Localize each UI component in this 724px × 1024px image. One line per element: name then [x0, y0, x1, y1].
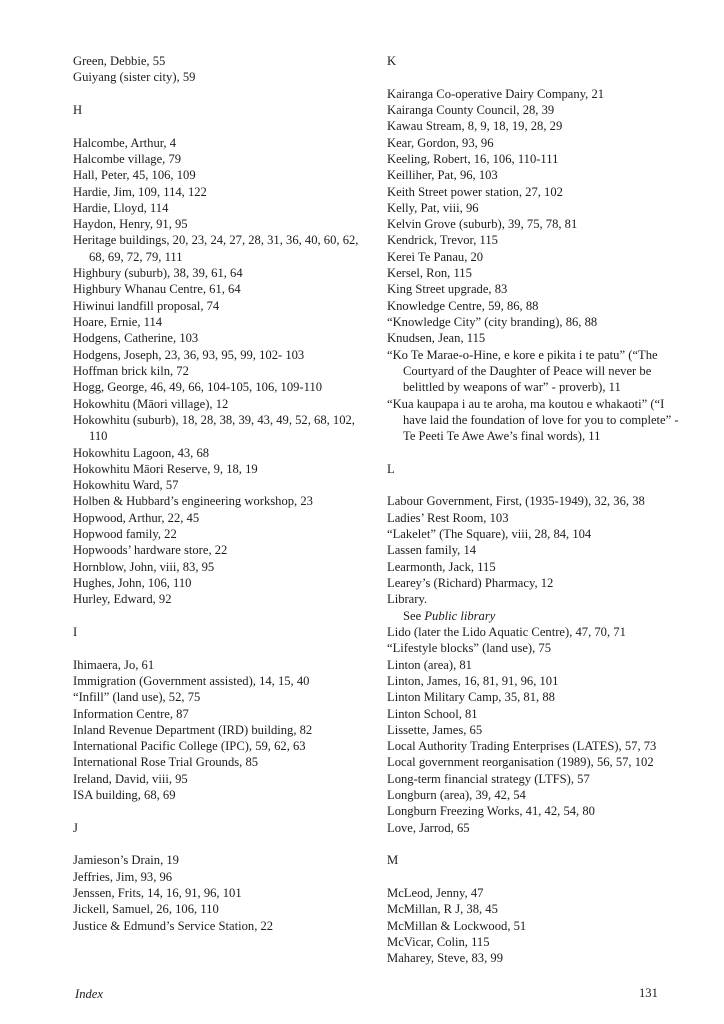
- index-section-g: [73, 53, 373, 86]
- index-entry: Local Authority Trading Enterprises (LATES), 57, 73: [387, 739, 657, 754]
- see-prefix: See: [403, 608, 425, 623]
- index-entry: Keilliher, Pat, 96, 103: [387, 168, 498, 183]
- index-entry: Lissette, James, 65: [387, 722, 483, 737]
- index-entry: Kelvin Grove (suburb), 39, 75, 78, 81: [387, 217, 578, 232]
- index-entry: Linton, James, 16, 81, 91, 96, 101: [387, 673, 559, 688]
- section-letter: M: [387, 853, 399, 868]
- index-entry: International Rose Trial Grounds, 85: [73, 755, 259, 770]
- index-entry: Kawau Stream, 8, 9, 18, 19, 28, 29: [387, 119, 563, 134]
- index-entry: Knudsen, Jean, 115: [387, 331, 486, 346]
- index-entry: Longburn Freezing Works, 41, 42, 54, 80: [387, 804, 595, 819]
- index-entry: Hopwoods’ hardware store, 22: [73, 543, 228, 558]
- index-section-j: [73, 820, 373, 934]
- index-entry: Library.: [387, 592, 428, 607]
- index-entry: McMillan & Lockwood, 51: [387, 918, 527, 933]
- index-entry: Hokowhitu Ward, 57: [73, 478, 179, 493]
- index-entry: Lido (later the Lido Aquatic Centre), 47, 70, 71: [387, 624, 626, 639]
- index-entry: Hardie, Lloyd, 114: [73, 200, 169, 215]
- index-entry: Haydon, Henry, 91, 95: [73, 217, 188, 232]
- section-letter: I: [73, 624, 78, 639]
- index-entry: Linton School, 81: [387, 706, 478, 721]
- index-entry: Jamieson’s Drain, 19: [73, 853, 179, 868]
- index-entry: Learmonth, Jack, 115: [387, 559, 496, 574]
- index-entry-proverb: “Ko Te Marae-o-Hine, e kore e pikita i te patu” (“The Courtyard of the Daughter of Peace will never be belittled by weapons of war” - proverb), 11: [387, 347, 658, 395]
- index-entry: Knowledge Centre, 59, 86, 88: [387, 298, 539, 313]
- index-section-l: [387, 461, 687, 836]
- index-entry: “Lakelet” (The Square), viii, 28, 84, 104: [387, 527, 592, 542]
- index-entry: Hoffman brick kiln, 72: [73, 363, 189, 378]
- section-letter: H: [73, 102, 83, 117]
- index-entry: McLeod, Jenny, 47: [387, 885, 484, 900]
- running-footer-title: Index: [75, 987, 103, 1001]
- index-entry: Hokowhitu (Māori village), 12: [73, 396, 229, 411]
- index-entry: Long-term financial strategy (LTFS), 57: [387, 771, 590, 786]
- index-entry: Hornblow, John, viii, 83, 95: [73, 559, 215, 574]
- index-entry: Local government reorganisation (1989), 56, 57, 102: [387, 755, 654, 770]
- section-letter: L: [387, 461, 395, 476]
- index-entry: Immigration (Government assisted), 14, 15, 40: [73, 673, 310, 688]
- index-entry: Jenssen, Frits, 14, 16, 91, 96, 101: [73, 885, 242, 900]
- index-entry: King Street upgrade, 83: [387, 282, 508, 297]
- index-entry: Love, Jarrod, 65: [387, 820, 470, 835]
- index-entry: Jickell, Samuel, 26, 106, 110: [73, 902, 219, 917]
- index-entry: Highbury Whanau Centre, 61, 64: [73, 282, 241, 297]
- index-entry: Heritage buildings, 20, 23, 24, 27, 28, 31, 36, 40, 60, 62, 68, 69, 72, 79, 111: [73, 233, 359, 264]
- index-entry: Hughes, John, 106, 110: [73, 576, 192, 590]
- index-entry: Ireland, David, viii, 95: [73, 771, 188, 786]
- index-section-i: [73, 624, 373, 803]
- section-letter: J: [73, 820, 78, 835]
- index-entry: Kairanga County Council, 28, 39: [387, 102, 555, 117]
- index-entry: Kersel, Ron, 115: [387, 266, 472, 281]
- index-entry: McMillan, R J, 38, 45: [387, 902, 498, 917]
- index-entry: Ihimaera, Jo, 61: [73, 657, 155, 672]
- index-entry: Kairanga Co-operative Dairy Company, 21: [387, 86, 605, 101]
- index-entry: Hardie, Jim, 109, 114, 122: [73, 184, 207, 199]
- index-entry: Halcombe village, 79: [73, 151, 182, 166]
- index-entry: International Pacific College (IPC), 59, 62, 63: [73, 739, 306, 754]
- index-entry: Kendrick, Trevor, 115: [387, 233, 498, 248]
- index-entry: Jeffries, Jim, 93, 96: [73, 869, 173, 884]
- index-entry: “Knowledge City” (city branding), 86, 88: [387, 315, 598, 329]
- index-entry: Kear, Gordon, 93, 96: [387, 135, 494, 150]
- index-entry: Lassen family, 14: [387, 543, 477, 558]
- index-entry: Green, Debbie, 55: [73, 54, 166, 68]
- index-entry: Hokowhitu Lagoon, 43, 68: [73, 445, 210, 460]
- index-entry: Hiwinui landfill proposal, 74: [73, 298, 220, 313]
- index-entry: Linton (area), 81: [387, 657, 472, 672]
- index-entry: Highbury (suburb), 38, 39, 61, 64: [73, 266, 243, 281]
- index-entry: Kerei Te Panau, 20: [387, 249, 484, 264]
- index-entry: Guiyang (sister city), 59: [73, 70, 196, 85]
- index-entry: Hopwood family, 22: [73, 527, 177, 542]
- index-entry: Hall, Peter, 45, 106, 109: [73, 168, 196, 183]
- index-entry: Inland Revenue Department (IRD) building, 82: [73, 722, 313, 737]
- index-entry: Justice & Edmund’s Service Station, 22: [73, 918, 274, 933]
- index-entry: Hurley, Edward, 92: [73, 592, 172, 607]
- index-entry: Labour Government, First, (1935-1949), 32, 36, 38: [387, 494, 645, 509]
- index-entry: Hogg, George, 46, 49, 66, 104-105, 106, 109-110: [73, 380, 323, 395]
- index-entry: Longburn (area), 39, 42, 54: [387, 788, 526, 803]
- index-entry: “Lifestyle blocks” (land use), 75: [387, 641, 552, 656]
- see-reference: [387, 608, 687, 624]
- index-entry: Ladies’ Rest Room, 103: [387, 510, 509, 525]
- see-target: Public library: [424, 608, 496, 623]
- index-entry: Hokowhitu Māori Reserve, 9, 18, 19: [73, 461, 258, 476]
- index-entry-final-words: “Kua kaupapa i au te aroha, ma koutou e whakaoti” (“I have laid the foundation of love for you to complete” - Te Peeti Te Awe Awe’s final words), 11: [387, 396, 679, 444]
- index-entry: Hodgens, Catherine, 103: [73, 331, 199, 346]
- index-entry: Linton Military Camp, 35, 81, 88: [387, 690, 555, 705]
- index-entry: “Infill” (land use), 52, 75: [73, 690, 201, 705]
- index-section-h: [73, 102, 373, 608]
- index-entry: Hopwood, Arthur, 22, 45: [73, 510, 200, 525]
- index-entry: ISA building, 68, 69: [73, 788, 176, 803]
- index-entry: Hoare, Ernie, 114: [73, 315, 163, 329]
- index-entry: Kelly, Pat, viii, 96: [387, 200, 479, 215]
- index-section-k: [387, 53, 687, 445]
- index-entry: Information Centre, 87: [73, 706, 189, 721]
- page-number: 131: [639, 986, 658, 1000]
- index-column-right: [387, 53, 687, 967]
- index-entry: Hodgens, Joseph, 23, 36, 93, 95, 99, 102- 103: [73, 347, 305, 362]
- index-entry: Keith Street power station, 27, 102: [387, 184, 563, 199]
- index-column-left: [73, 53, 373, 934]
- index-entry: McVicar, Colin, 115: [387, 934, 490, 949]
- index-entry: Keeling, Robert, 16, 106, 110-111: [387, 151, 559, 166]
- index-entry: Maharey, Steve, 83, 99: [387, 951, 503, 966]
- index-section-m: [387, 852, 687, 966]
- section-letter: K: [387, 54, 397, 68]
- index-entry: Halcombe, Arthur, 4: [73, 135, 177, 150]
- index-entry: Holben & Hubbard’s engineering workshop, 23: [73, 494, 313, 509]
- index-entry: Learey’s (Richard) Pharmacy, 12: [387, 576, 554, 590]
- index-entry: Hokowhitu (suburb), 18, 28, 38, 39, 43, 49, 52, 68, 102, 110: [73, 412, 355, 444]
